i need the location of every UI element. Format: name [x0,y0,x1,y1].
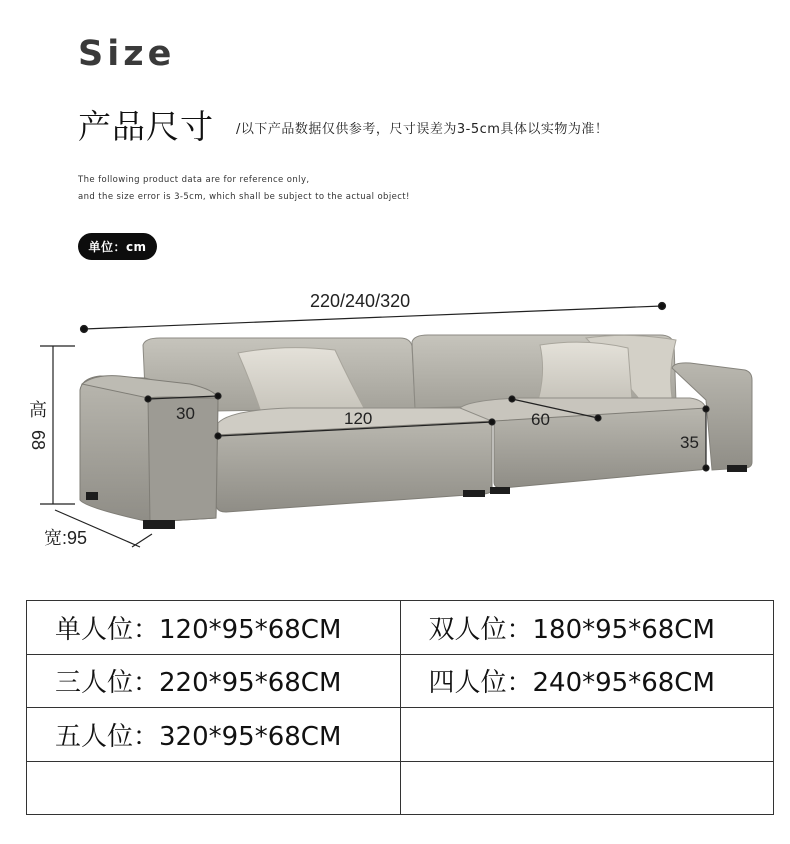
width-tick [132,534,152,547]
table-cell: 三人位：220*95*68CM [27,654,401,708]
table-row [27,654,774,708]
description-line-2: and the size error is 3-5cm, which shall be subject to the actual object! [78,192,410,202]
table-cell [27,761,401,815]
pillow-right [538,342,632,402]
sofa-illustration [0,280,790,560]
title-note: /以下产品数据仅供参考，尺寸误差为3-5cm具体以实物为准！ [236,122,609,137]
table-row [27,601,774,655]
length-label: 220/240/320 [310,291,411,311]
table-cell: 双人位：180*95*68CM [400,601,774,655]
length-dot-left [81,326,88,333]
back-depth-dot-left [509,396,515,402]
arm-dot-left [145,396,151,402]
length-dot-right [659,303,666,310]
leg [86,492,98,500]
seat-height-dot-bottom [703,465,709,471]
description-line-1: The following product data are for reference only, [78,175,310,185]
leg [463,490,485,497]
description [78,172,410,206]
title-en: Size [78,34,176,74]
seat-depth-dot-right [489,419,495,425]
table-cell: 四人位：240*95*68CM [400,654,774,708]
table-row [27,708,774,762]
leg [727,465,747,472]
arm-width-label: 30 [176,404,195,423]
title-cn: 产品尺寸 [78,107,214,146]
height-label: 高 [29,400,47,420]
table-cell: 单人位：120*95*68CM [27,601,401,655]
back-depth-dot-right [595,415,601,421]
back-depth-label: 60 [531,410,550,429]
table-cell: 五人位：320*95*68CM [27,708,401,762]
table-row [27,761,774,815]
height-value: 68 [28,430,48,451]
leg [490,487,510,494]
table-cell [400,708,774,762]
seat-height-dot-top [703,406,709,412]
seat-height-label: 35 [680,433,699,452]
seat-depth-label: 120 [344,409,373,428]
width-label: 宽:95 [44,528,88,548]
size-table [26,600,774,815]
table-cell [400,761,774,815]
arm-dot-right [215,393,221,399]
leg [143,520,175,529]
unit-badge: 单位：cm [78,233,157,260]
seat-front-left [216,421,492,512]
seat-depth-dot-left [215,433,221,439]
